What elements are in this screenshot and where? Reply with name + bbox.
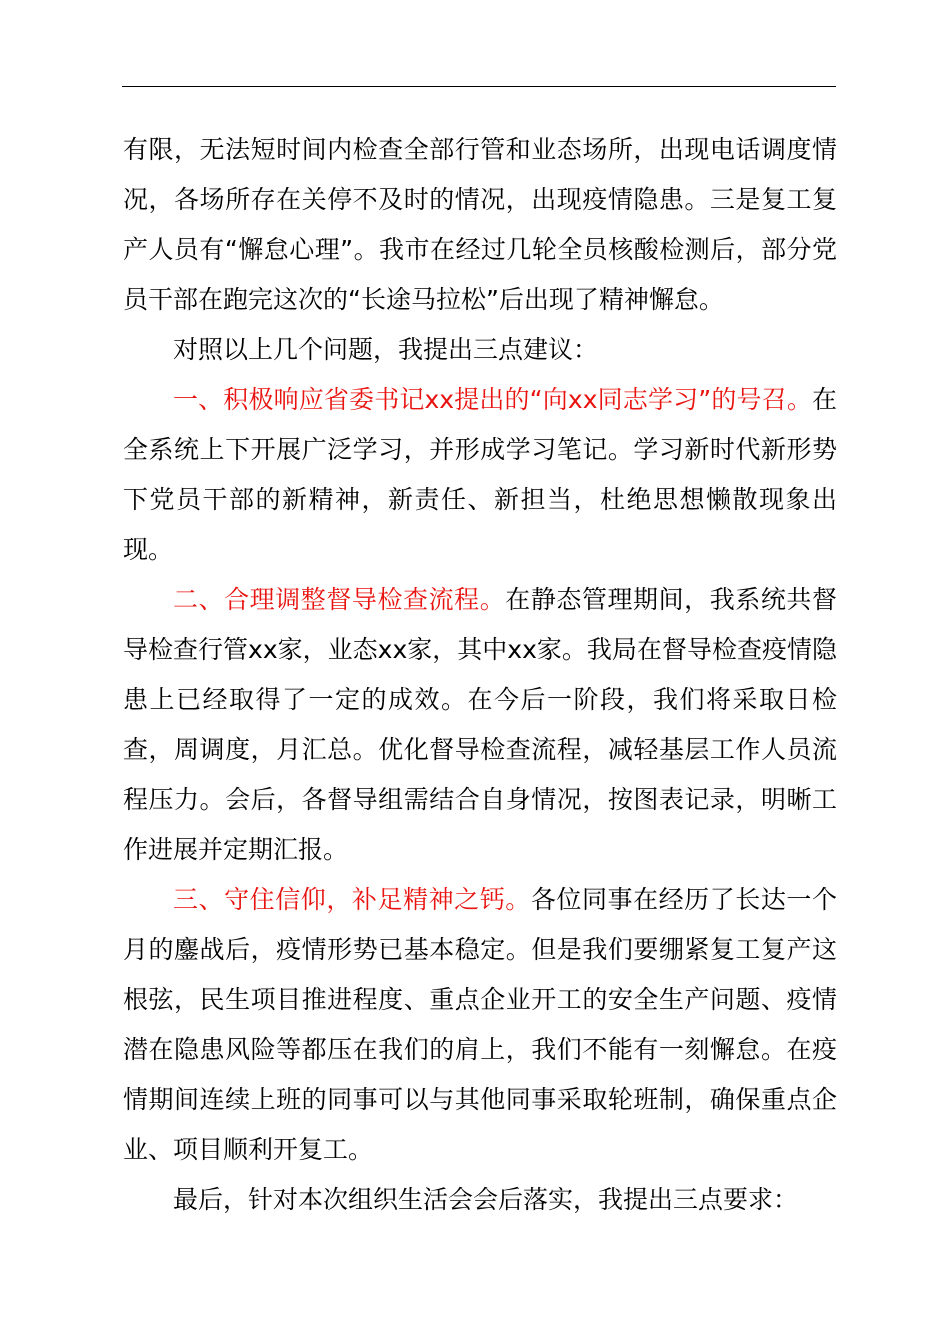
suggestion-heading: 三、守住信仰，补足精神之钙。 xyxy=(173,885,531,914)
paragraph-intro xyxy=(123,325,837,375)
paragraph-suggestion-1 xyxy=(123,375,837,575)
paragraph-continuation xyxy=(123,125,837,325)
paragraph-suggestion-3 xyxy=(123,875,837,1175)
header-rule xyxy=(122,86,836,87)
paragraph-text: 在全系统上下开展广泛学习，并形成学习笔记。学习新时代新形势下党员干部的新精神，新责任、新担当，杜绝思想懒散现象出现。 xyxy=(123,385,837,564)
paragraph-suggestion-2 xyxy=(123,575,837,875)
paragraph-text: 在静态管理期间，我系统共督导检查行管xx家，业态xx家，其中xx家。我局在督导检查疫情隐患上已经取得了一定的成效。在今后一阶段，我们将采取日检查，周调度，月汇总。优化督导检查流程，减轻基层工作人员流程压力。会后，各督导组需结合自身情况，按图表记录，明晰工作进展并定期汇报。 xyxy=(123,585,837,864)
paragraph-text: 最后，针对本次组织生活会会后落实，我提出三点要求： xyxy=(173,1185,799,1214)
suggestion-heading: 二、合理调整督导检查流程。 xyxy=(173,585,506,614)
paragraph-text: 各位同事在经历了长达一个月的鏖战后，疫情形势已基本稳定。但是我们要绷紧复工复产这根弦，民生项目推进程度、重点企业开工的安全生产问题、疫情潜在隐患风险等都压在我们的肩上，我们不能有一刻懈怠。在疫情期间连续上班的同事可以与其他同事采取轮班制，确保重点企业、项目顺利开复工。 xyxy=(123,885,837,1164)
suggestion-heading: 一、积极响应省委书记xx提出的“向xx同志学习”的号召。 xyxy=(173,385,812,414)
paragraph-text: 对照以上几个问题，我提出三点建议： xyxy=(173,335,599,364)
document-body xyxy=(123,125,837,1225)
paragraph-closing xyxy=(123,1175,837,1225)
paragraph-text: 有限，无法短时间内检查全部行管和业态场所，出现电话调度情况，各场所存在关停不及时的情况，出现疫情隐患。三是复工复产人员有“懈怠心理”。我市在经过几轮全员核酸检测后，部分党员干部在跑完这次的“长途马拉松”后出现了精神懈怠。 xyxy=(123,135,837,314)
